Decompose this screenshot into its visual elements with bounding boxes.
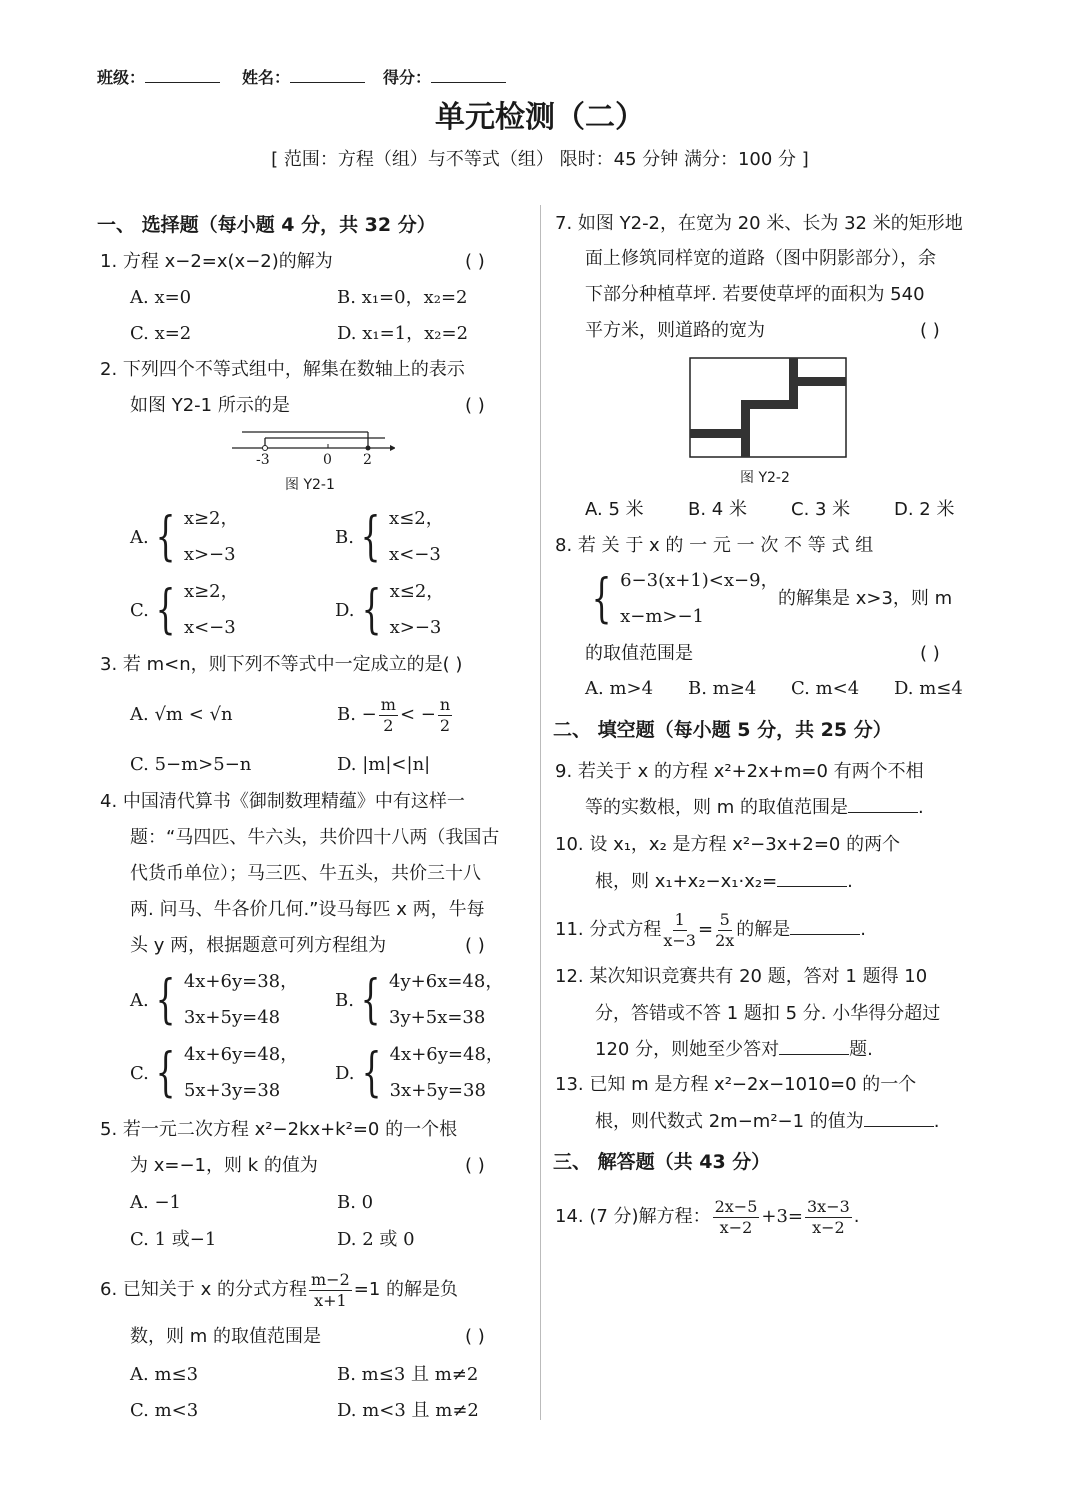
- system-row: 3x+5y=48: [183, 1007, 281, 1028]
- page-title: 单元检测（二）: [435, 100, 645, 135]
- q11-text: 11. 分式方程: [555, 919, 662, 940]
- system-row: x≤2，: [389, 508, 444, 529]
- denominator: x−2: [812, 1217, 845, 1237]
- q2-option-d: D. { x≤2， x>−3: [335, 574, 444, 646]
- numerator: 1: [674, 909, 685, 929]
- q3-option-a: A. √m < √n: [130, 704, 233, 725]
- q4-option-b: B. { 4y+6x=48， 3y+5x=38: [335, 964, 503, 1036]
- q14-text: 14. (7 分)解方程：: [555, 1206, 711, 1227]
- q14-line: [555, 1195, 860, 1239]
- option-text: < −: [399, 704, 436, 725]
- option-label: B.: [335, 989, 354, 1011]
- score-label: 得分：: [383, 68, 432, 87]
- denominator: x−2: [719, 1217, 753, 1237]
- q6-answer-paren[interactable]: ( ): [465, 1326, 485, 1347]
- q14-text: +3=: [761, 1206, 803, 1227]
- q9-line2: [585, 796, 924, 820]
- name-label: 姓名：: [242, 68, 291, 87]
- page-subtitle: [ 范围：方程（组）与不等式（组） 限时：45 分钟 满分：100 分 ]: [271, 149, 809, 170]
- system-row: x<−3: [389, 544, 441, 565]
- q1-option-d: D. x₁=1，x₂=2: [337, 323, 469, 344]
- q5-option-b: B. 0: [337, 1192, 374, 1213]
- q7-option-d: D. 2 米: [894, 499, 955, 520]
- q2-option-a: A. { x≥2， x>−3: [130, 501, 239, 573]
- q13-line1: 13. 已知 m 是方程 x²−2x−1010=0 的一个: [555, 1074, 917, 1095]
- q6-option-a: A. m≤3: [130, 1364, 199, 1385]
- q2-option-c: C. { x≥2， x<−3: [130, 574, 239, 646]
- option-label: D.: [335, 599, 355, 621]
- q1-answer-paren[interactable]: ( ): [465, 251, 485, 272]
- q8-inequality-system: { 6−3(x+1)<x−9， x−m>−1: [585, 563, 779, 635]
- q6-option-b: B. m≤3 且 m≠2: [337, 1364, 479, 1385]
- numerator: m−2: [311, 1269, 350, 1289]
- q6-option-d: D. m<3 且 m≠2: [337, 1400, 479, 1421]
- system-row: 5x+3y=38: [183, 1080, 281, 1101]
- q11-line: [555, 908, 866, 952]
- equals: =: [697, 919, 714, 940]
- q6-option-c: C. m<3: [130, 1400, 199, 1421]
- numerator: n: [439, 694, 451, 714]
- section-2-heading: 二、 填空题（每小题 5 分，共 25 分）: [553, 719, 892, 741]
- q3-option-c: C. 5−m>5−n: [130, 754, 252, 775]
- q6-text: 6. 已知关于 x 的分式方程: [100, 1279, 307, 1300]
- q8-option-a: A. m>4: [585, 678, 654, 699]
- option-label: C.: [130, 599, 149, 621]
- numerator: 2x−5: [714, 1196, 758, 1216]
- q12-answer-blank[interactable]: [779, 1038, 849, 1055]
- q11-answer-blank[interactable]: [790, 918, 860, 935]
- system-row: 4x+6y=48，: [183, 1044, 299, 1065]
- period: .: [933, 1111, 940, 1132]
- q4-option-a: A. { 4x+6y=38， 3x+5y=48: [130, 964, 298, 1036]
- q4-option-d: D. { 4x+6y=48， 3x+5y=38: [335, 1037, 504, 1109]
- q4-line5: 头 y 两，根据题意可列方程组为: [130, 935, 387, 956]
- option-label: D.: [335, 1062, 355, 1084]
- score-field: [383, 66, 506, 90]
- option-label: C.: [130, 1062, 149, 1084]
- q8-answer-paren[interactable]: ( ): [920, 643, 940, 664]
- q3-option-b: [337, 693, 454, 737]
- q10-line1: 10. 设 x₁，x₂ 是方程 x²−3x+2=0 的两个: [555, 834, 901, 855]
- q8-line3: 的取值范围是: [585, 643, 693, 664]
- q1-option-a: A. x=0: [130, 287, 192, 308]
- denominator: 2: [383, 715, 394, 735]
- denominator: 2x: [715, 930, 735, 950]
- q4-line4: 两. 问马、牛各价几何.”设马每匹 x 两，牛每: [130, 899, 485, 920]
- system-row: x≤2，: [389, 581, 445, 602]
- q10-text: 根，则 x₁+x₂−x₁·x₂=: [595, 871, 778, 892]
- class-field: [97, 66, 220, 90]
- section-1-heading: 一、 选择题（每小题 4 分，共 32 分）: [97, 214, 436, 236]
- system-row: 3x+5y=38: [389, 1080, 486, 1101]
- q4-line2: 题：“马四匹、牛六头，共价四十八两（我国古: [130, 827, 500, 848]
- q12-line3: [595, 1038, 873, 1062]
- q7-line1: 7. 如图 Y2-2，在宽为 20 米、长为 32 米的矩形地: [555, 213, 963, 234]
- q6-line2: 数，则 m 的取值范围是: [130, 1326, 321, 1347]
- q7-line3: 下部分种植草坪. 若要使草坪的面积为 540: [585, 284, 925, 305]
- q8-option-d: D. m≤4: [894, 678, 963, 699]
- name-field: [242, 66, 365, 90]
- denominator: x−3: [663, 930, 696, 950]
- q7-line2: 面上修筑同样宽的道路（图中阴影部分），余: [585, 248, 936, 269]
- q3-stem: 3. 若 m<n，则下列不等式中一定成立的是( ): [100, 654, 463, 675]
- period: .: [853, 1206, 860, 1227]
- q7-option-b: B. 4 米: [688, 499, 747, 520]
- q12-text: 120 分，则她至少答对: [595, 1039, 780, 1060]
- q5-option-d: D. 2 或 0: [337, 1229, 415, 1250]
- q5-option-c: C. 1 或−1: [130, 1229, 217, 1250]
- q11-text: 的解是: [736, 919, 791, 940]
- q13-text: 根，则代数式 2m−m²−1 的值为: [595, 1111, 864, 1132]
- numerator: 5: [719, 909, 730, 929]
- q7-line4: 平方米，则道路的宽为: [585, 320, 765, 341]
- option-label: B.: [335, 526, 354, 548]
- q7-answer-paren[interactable]: ( ): [920, 320, 940, 341]
- q12-line2: 分，答错或不答 1 题扣 5 分. 小华得分超过: [595, 1003, 941, 1024]
- class-label: 班级：: [97, 68, 146, 87]
- tick-label: -3: [256, 452, 270, 468]
- period: .: [917, 797, 924, 818]
- q4-answer-paren[interactable]: ( ): [465, 935, 485, 956]
- q6-text: =1 的解是负: [353, 1279, 459, 1300]
- q8-line2-tail: 的解集是 x>3，则 m: [778, 588, 953, 609]
- column-divider: [540, 205, 541, 1420]
- q8-line1: 8. 若 关 于 x 的 一 元 一 次 不 等 式 组: [555, 535, 874, 556]
- system-row: 4x+6y=48，: [389, 1044, 504, 1065]
- q1-option-b: B. x₁=0，x₂=2: [337, 287, 468, 308]
- q4-line1: 4. 中国清代算书《御制数理精蕴》中有这样一: [100, 791, 465, 812]
- system-row: 4x+6y=38，: [183, 971, 299, 992]
- road-figure: [689, 357, 847, 458]
- q4-option-c: C. { 4x+6y=48， 5x+3y=38: [130, 1037, 298, 1109]
- option-label: A.: [130, 526, 149, 548]
- system-row: 6−3(x+1)<x−9，: [620, 570, 779, 591]
- option-label: A.: [130, 989, 149, 1011]
- q12-text: 题.: [849, 1039, 873, 1060]
- q2-option-b: B. { x≤2， x<−3: [335, 501, 444, 573]
- q1-stem: 1. 方程 x−2=x(x−2)的解为: [100, 251, 333, 272]
- period: .: [847, 871, 853, 892]
- numerator: m: [380, 694, 396, 714]
- system-row: 4y+6x=48，: [389, 971, 504, 992]
- q2-stem-line2: 如图 Y2-1 所示的是: [130, 395, 290, 416]
- option-text: B. −: [337, 704, 377, 725]
- q2-stem-line1: 2. 下列四个不等式组中，解集在数轴上的表示: [100, 359, 465, 380]
- q12-line1: 12. 某次知识竞赛共有 20 题，答对 1 题得 10: [555, 966, 928, 987]
- system-row: x>−3: [183, 544, 236, 565]
- q7-option-a: A. 5 米: [585, 499, 644, 520]
- system-row: x−m>−1: [620, 606, 705, 627]
- q8-option-c: C. m<4: [791, 678, 860, 699]
- name-blank[interactable]: [290, 66, 365, 83]
- system-row: x≥2，: [183, 508, 239, 529]
- q1-option-c: C. x=2: [130, 323, 192, 344]
- figure-caption: 图 Y2-1: [285, 477, 335, 493]
- tick-label: 2: [363, 452, 372, 468]
- tick-label: 0: [323, 452, 332, 468]
- q4-line3: 代货币单位）；马三匹、牛五头，共价三十八: [130, 863, 481, 884]
- q3-option-d: D. |m|<|n|: [337, 754, 431, 775]
- q9-text: 等的实数根，则 m 的取值范围是: [585, 797, 848, 818]
- q5-line2: 为 x=−1，则 k 的值为: [130, 1155, 318, 1176]
- q5-answer-paren[interactable]: ( ): [465, 1155, 485, 1176]
- system-row: x>−3: [389, 617, 442, 638]
- score-blank[interactable]: [431, 66, 506, 83]
- q8-option-b: B. m≥4: [688, 678, 757, 699]
- q9-line1: 9. 若关于 x 的方程 x²+2x+m=0 有两个不相: [555, 761, 924, 782]
- q2-answer-paren[interactable]: ( ): [465, 395, 485, 416]
- class-blank[interactable]: [145, 66, 220, 83]
- period: .: [860, 919, 866, 940]
- system-row: 3y+5x=38: [389, 1007, 486, 1028]
- q10-answer-blank[interactable]: [777, 870, 847, 887]
- q7-option-c: C. 3 米: [791, 499, 851, 520]
- denominator: 2: [439, 715, 451, 735]
- q6-line1: [100, 1268, 458, 1312]
- q13-line2: [595, 1110, 940, 1134]
- q5-line1: 5. 若一元二次方程 x²−2kx+k²=0 的一个根: [100, 1119, 458, 1140]
- section-3-heading: 三、 解答题（共 43 分）: [553, 1151, 771, 1173]
- denominator: x+1: [314, 1290, 347, 1310]
- numerator: 3x−3: [807, 1196, 850, 1216]
- system-row: x<−3: [183, 617, 236, 638]
- figure-caption: 图 Y2-2: [740, 470, 790, 486]
- q13-answer-blank[interactable]: [864, 1110, 934, 1127]
- system-row: x≥2，: [183, 581, 239, 602]
- q9-answer-blank[interactable]: [848, 796, 918, 813]
- q5-option-a: A. −1: [130, 1192, 181, 1213]
- q10-line2: [595, 870, 853, 894]
